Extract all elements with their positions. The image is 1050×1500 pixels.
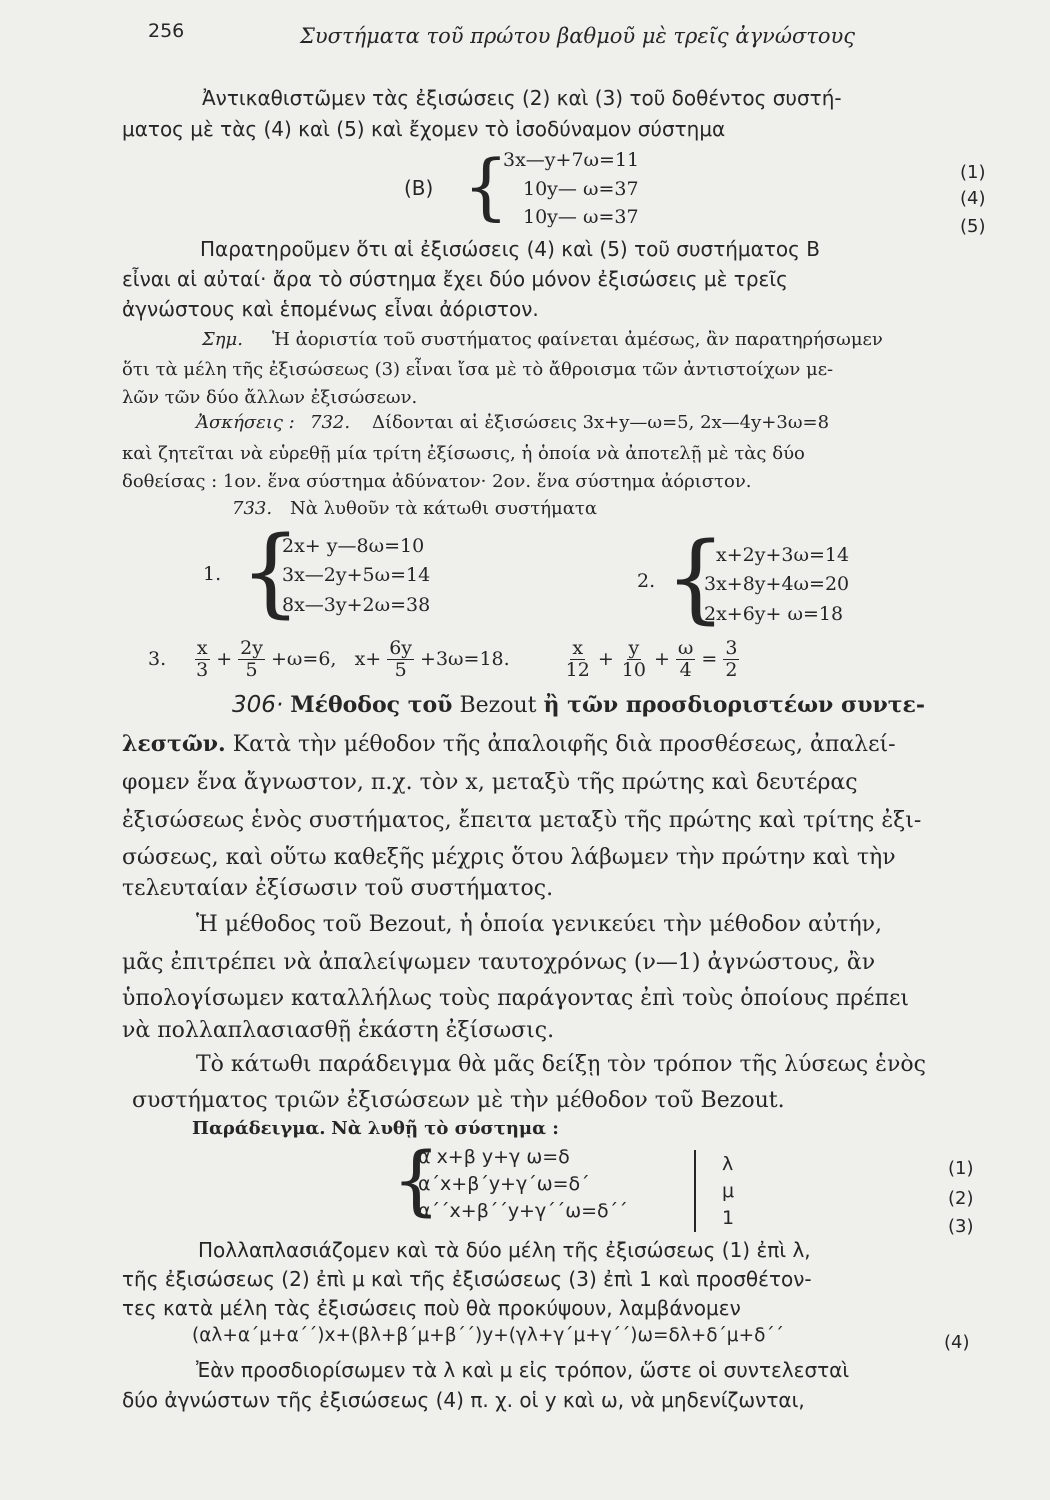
section-306-line-9: νὰ πολλαπλασιασθῇ ἑκάστη ἐξίσωσις. xyxy=(122,1018,555,1043)
section-306-line-8: ὑπολογίσωμεν καταλλήλως τοὺς παράγοντας ἐπὶ τοὺς ὁποίους πρέπει xyxy=(122,986,910,1011)
fraction-den: 5 xyxy=(245,658,258,681)
system-1-brace: { xyxy=(240,516,302,628)
observe-line-3: ἀγνώστους καὶ ἑπομένως εἶναι ἀόριστον. xyxy=(122,297,539,321)
example-eq2: α΄x+β΄y+γ΄ω=δ΄ xyxy=(418,1173,590,1195)
fraction-den: 12 xyxy=(565,658,590,681)
intro-line-2: ματος μὲ τὰς (4) καὶ (5) καὶ ἔχομεν τὸ ἰσοδύναμον σύστημα xyxy=(122,117,726,141)
note-label: Σημ. xyxy=(202,329,243,350)
fraction-num: 3 xyxy=(725,637,738,659)
system-b-num3: (5) xyxy=(960,216,986,237)
fraction-num: x xyxy=(196,637,208,659)
fraction-2y-5 xyxy=(238,638,265,681)
multiply-line-2: τῆς ἐξισώσεως (2) ἐπὶ μ καὶ τῆς ἐξισώσεως (3) ἐπὶ 1 καὶ προσθέτον- xyxy=(122,1267,812,1291)
system-1-eq2: 3x—2y+5ω=14 xyxy=(282,564,431,586)
fraction-den: 5 xyxy=(394,658,407,681)
multiply-line-5: δύο ἀγνώστων τῆς ἐξισώσεως (4) π. χ. οἱ y καὶ ω, νὰ μηδενίζωνται, xyxy=(122,1388,805,1412)
section-306-line-3: ἐξισώσεως ἑνὸς συστήματος, ἔπειτα μεταξὺ τῆς πρώτης καὶ τρίτης ἐξι- xyxy=(122,808,922,833)
multiply-formula: (αλ+α΄μ+α΄΄)x+(βλ+β΄μ+β΄΄)y+(γλ+γ΄μ+γ΄΄)ω=δλ+δ΄μ+δ΄΄ xyxy=(192,1325,784,1346)
fraction-w-4 xyxy=(676,638,696,681)
fraction-den: 4 xyxy=(679,658,692,681)
section-306-line-10: Τὸ κάτωθι παράδειγμα θὰ μᾶς δείξῃ τὸν τρόπον τῆς λύσεως ἑνὸς xyxy=(196,1052,926,1077)
multiplier-bar xyxy=(694,1150,696,1232)
multiplier-1: λ xyxy=(722,1153,734,1175)
multiply-formula-num: (4) xyxy=(944,1332,970,1353)
system-2-brace: { xyxy=(665,522,727,634)
section-306-line-7: μᾶς ἐπιτρέπει νὰ ἀπαλείψωμεν ταυτοχρόνως (ν—1) ἀγνώστους, ἂν xyxy=(122,950,876,975)
fraction-num: 6y xyxy=(389,637,413,659)
exercise-733-number: 733. xyxy=(232,498,273,519)
plus-sign: + xyxy=(216,648,233,671)
plus-sign: + xyxy=(653,648,670,671)
multiply-line-3: τες κατὰ μέλη τὰς ἐξισώσεις ποὺ θὰ προκύψουν, λαμβάνομεν xyxy=(122,1296,741,1320)
plus-sign: + xyxy=(597,648,614,671)
section-number: 306· xyxy=(232,692,284,718)
section-306-line-5: τελευταίαν ἐξίσωσιν τοῦ συστήματος. xyxy=(122,876,554,901)
fraction-num: y xyxy=(628,637,640,659)
multiply-line-1: Πολλαπλασιάζομεν καὶ τὰ δύο μέλη τῆς ἐξισώσεως (1) ἐπὶ λ, xyxy=(198,1238,811,1262)
equation-part: +ω=6, x+ xyxy=(270,648,382,671)
system-1-eq3: 8x—3y+2ω=38 xyxy=(282,594,431,616)
system-b-brace: { xyxy=(463,144,509,228)
example-text: Νὰ λυθῇ τὸ σύστημα : xyxy=(331,1118,559,1139)
observe-line-2: εἶναι αἱ αὐταί· ἄρα τὸ σύστημα ἔχει δύο μόνον ἐξισώσεις μὲ τρεῖς xyxy=(122,267,788,291)
equation-part: +3ω=18. xyxy=(420,648,510,671)
example-eq1: α x+β y+γ ω=δ xyxy=(418,1146,570,1168)
observe-line-1: Παρατηροῦμεν ὅτι αἱ ἐξισώσεις (4) καὶ (5) τοῦ συστήματος Β xyxy=(200,237,820,261)
fraction-6y-5 xyxy=(387,638,414,681)
fraction-den: 10 xyxy=(621,658,646,681)
example-heading xyxy=(192,1118,559,1139)
system-3-equations xyxy=(148,638,739,681)
equals-sign: = xyxy=(701,648,718,671)
system-2-label: 2. xyxy=(637,570,656,592)
example-num3: (3) xyxy=(948,1216,974,1237)
system-b-eq3: 10y— ω=37 xyxy=(523,206,639,228)
exercises-label: Ἀσκήσεις : xyxy=(196,412,295,433)
multiplier-3: 1 xyxy=(722,1207,735,1229)
example-brace: { xyxy=(392,1135,441,1224)
fraction-y-10 xyxy=(620,638,648,681)
multiply-line-4: Ἐὰν προσδιορίσωμεν τὰ λ καὶ μ εἰς τρόπον, ὥστε οἱ συντελεσταὶ xyxy=(196,1358,850,1382)
section-306-line-1 xyxy=(122,731,896,757)
note-line-2: ὅτι τὰ μέλη τῆς ἐξισώσεως (3) εἶναι ἴσα μὲ τὸ ἄθροισμα τῶν ἀντιστοίχων με- xyxy=(122,359,834,380)
example-label: Παράδειγμα. xyxy=(192,1118,326,1139)
system-b-label: (B) xyxy=(404,176,434,200)
fraction-num: 2y xyxy=(240,637,263,659)
section-306-line-2: φομεν ἕνα ἄγνωστον, π.χ. τὸν x, μεταξὺ τῆς πρώτης καὶ δευτέρας xyxy=(122,770,858,795)
fraction-num: x xyxy=(572,637,584,659)
fraction-x-12 xyxy=(564,638,592,681)
exercise-732-line-3: δοθείσας : 1ον. ἕνα σύστημα ἀδύνατον· 2ον. ἕνα σύστημα ἀόριστον. xyxy=(122,471,752,492)
system-b-eq2: 10y— ω=37 xyxy=(523,178,639,200)
section-text: Κατὰ τὴν μέθοδον τῆς ἀπαλοιφῆς διὰ προσθέσεως, ἀπαλεί- xyxy=(232,732,896,757)
intro-line-1: Ἀντικαθιστῶμεν τὰς ἐξισώσεις (2) καὶ (3) τοῦ δοθέντος συστή- xyxy=(202,86,842,110)
section-306-line-11: συστήματος τριῶν ἐξισώσεων μὲ τὴν μέθοδον τοῦ Bezout. xyxy=(132,1088,785,1113)
section-title-b: Bezout xyxy=(459,693,537,718)
multiplier-2: μ xyxy=(722,1180,735,1202)
fraction-den: 2 xyxy=(725,658,738,681)
example-num1: (1) xyxy=(948,1158,974,1179)
system-1-eq1: 2x+ y—8ω=10 xyxy=(282,535,425,557)
example-eq3: α΄΄x+β΄΄y+γ΄΄ω=δ΄΄ xyxy=(418,1200,628,1222)
section-306-line-6: Ἡ μέθοδος τοῦ Bezout, ἡ ὁποία γενικεύει τὴν μέθοδον αὐτήν, xyxy=(196,912,883,937)
system-1-label: 1. xyxy=(203,563,222,585)
note-line-3: λῶν τῶν δύο ἄλλων ἐξισώσεων. xyxy=(122,387,418,408)
example-num2: (2) xyxy=(948,1188,974,1209)
fraction-num: ω xyxy=(677,637,694,659)
running-header: Συστήματα τοῦ πρώτου βαθμοῦ μὲ τρεῖς ἀγνώστους xyxy=(300,24,856,48)
exercise-732-line-2: καὶ ζητεῖται νὰ εὑρεθῇ μία τρίτη ἐξίσωσις, ἡ ὁποία νὰ ἀποτελῇ μὲ τὰς δύο xyxy=(122,443,805,464)
system-3-label: 3. xyxy=(148,648,167,671)
fraction-den: 3 xyxy=(196,658,209,681)
section-title-end: λεστῶν. xyxy=(122,731,226,757)
system-2-eq3: 2x+6y+ ω=18 xyxy=(704,603,844,625)
system-b-num2: (4) xyxy=(960,188,986,209)
system-2-eq1: x+2y+3ω=14 xyxy=(716,544,850,566)
fraction-x-3 xyxy=(194,638,210,681)
system-b-eq1: 3x—y+7ω=11 xyxy=(503,149,640,171)
section-title-a: Μέθοδος τοῦ xyxy=(290,692,453,718)
system-2-eq2: 3x+8y+4ω=20 xyxy=(704,573,850,595)
section-title-c: ἢ τῶν προσδιοριστέων συντε- xyxy=(543,692,926,718)
exercise-732-number: 732. xyxy=(310,412,351,433)
section-306-heading xyxy=(232,692,925,718)
section-306-line-4: σώσεως, καὶ οὕτω καθεξῆς μέχρις ὅτου λάβωμεν τὴν πρώτην καὶ τὴν xyxy=(122,845,896,870)
fraction-3-2 xyxy=(723,638,739,681)
exercise-733-line: Νὰ λυθοῦν τὰ κάτωθι συστήματα xyxy=(290,498,597,519)
page-number: 256 xyxy=(148,20,185,42)
exercise-732-line-1: Δίδονται αἱ ἐξισώσεις 3x+y—ω=5, 2x—4y+3ω=8 xyxy=(372,412,830,433)
note-line-1: Ἡ ἀοριστία τοῦ συστήματος φαίνεται ἀμέσως, ἂν παρατηρήσωμεν xyxy=(272,329,883,350)
system-b-num1: (1) xyxy=(960,162,986,183)
